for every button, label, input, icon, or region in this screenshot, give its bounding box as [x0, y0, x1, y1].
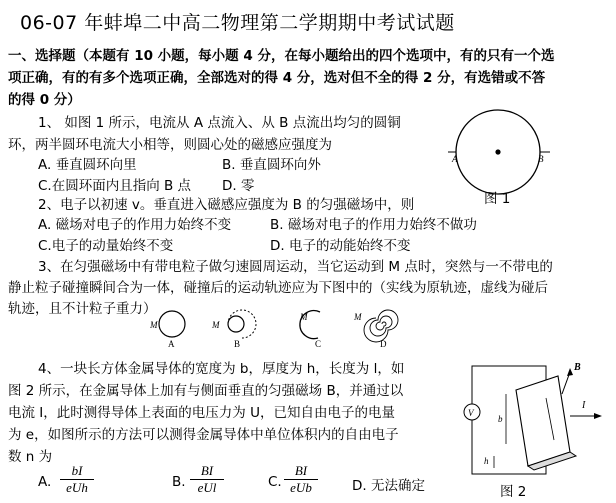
- trajectory-a: [150, 311, 185, 349]
- q1-line1: 1、 如图 1 所示，电流从 A 点流入、从 B 点流出均匀的圆铜: [38, 115, 401, 131]
- q4-option-c-numerator: BI: [284, 463, 318, 480]
- section-heading-line3: 的得 0 分）: [8, 92, 81, 108]
- trajectory-b-label: B: [234, 339, 241, 349]
- q4-line5: 数 n 为: [8, 449, 53, 465]
- q4-option-b-fraction: [190, 463, 224, 496]
- q4-option-d: D. 无法确定: [352, 478, 425, 494]
- label-b: B: [538, 154, 544, 164]
- q4-line3: 电流 I，此时测得导体上表面的电压力为 U，已知自由电子的电量: [8, 405, 395, 421]
- dimension-h-label: h: [484, 456, 489, 466]
- figure-1-caption: 图 1: [484, 191, 511, 207]
- trajectory-c-label: C: [315, 339, 322, 349]
- dimension-b-label: b: [498, 414, 503, 424]
- voltmeter-label: V: [468, 408, 474, 418]
- figure-2-caption: 图 2: [500, 484, 527, 500]
- q1-option-b: B. 垂直圆环向外: [222, 157, 321, 173]
- magnetic-field-arrowhead: [567, 368, 573, 376]
- q3-line1: 3、在匀强磁场中有带电粒子做匀速圆周运动，当它运动到 M 点时，突然与一不带电的: [38, 259, 553, 275]
- q4-line4: 为 e，如图所示的方法可以测得金属导体中单位体积内的自由电子: [8, 427, 399, 443]
- magnetic-field-label: B: [574, 362, 581, 373]
- trajectory-b-dashed: [228, 310, 256, 338]
- trajectory-d-point-label: M: [354, 312, 362, 322]
- q4-line2: 图 2 所示，在金属导体上加有与侧面垂直的匀强磁场 B，并通过以: [8, 383, 404, 399]
- trajectory-c-point-label: M: [300, 312, 308, 322]
- q4-option-b-denominator: eUl: [197, 480, 217, 495]
- page-title: 06-07 年蚌埠二中高二物理第二学期期中考试试题: [20, 12, 455, 34]
- q2-option-b: B. 磁场对电子的作用力始终不做功: [270, 217, 477, 233]
- q4-option-c-fraction: [284, 463, 318, 496]
- metal-slab-face: [516, 376, 570, 466]
- q3-line3: 轨迹，且不计粒子重力）: [8, 301, 157, 317]
- q4-option-a-fraction: [60, 463, 94, 496]
- q4-option-b-prefix: B.: [172, 474, 186, 490]
- q2-option-a: A. 磁场对电子的作用力始终不变: [38, 217, 232, 233]
- ring-center-point: [495, 149, 500, 154]
- trajectory-d-spiral: [364, 310, 398, 342]
- trajectory-d: [353, 310, 398, 349]
- figure-2-conductor-diagram: [458, 356, 606, 488]
- trajectory-b: [211, 310, 256, 349]
- section-heading-line2: 项正确，有的有多个选项正确，全部选对的得 4 分，选对但不全的得 2 分，有选错或不答: [8, 70, 546, 86]
- trajectory-c: [299, 311, 321, 349]
- q4-option-c-denominator: eUb: [290, 480, 312, 495]
- trajectory-b-solid: [228, 316, 244, 332]
- trajectory-a-label: A: [168, 339, 175, 349]
- trajectory-a-circle: [159, 311, 185, 337]
- q4-line1: 4、一块长方体金属导体的宽度为 b，厚度为 h，长度为 l，如: [38, 361, 405, 377]
- q4-option-a-denominator: eUh: [66, 480, 88, 495]
- label-a: A: [452, 154, 458, 164]
- trajectory-a-point-label: M: [150, 320, 158, 330]
- q1-option-c: C.在圆环面内且指向 B 点: [38, 178, 192, 194]
- q1-option-a: A. 垂直圆环向里: [38, 157, 137, 173]
- q2-option-d: D. 电子的动能始终不变: [270, 238, 411, 254]
- current-label: I: [582, 400, 586, 411]
- trajectory-b-point-label: M: [212, 320, 220, 330]
- q1-option-d: D. 零: [222, 178, 255, 194]
- current-arrowhead: [594, 413, 602, 419]
- section-heading-line1: 一、选择题（本题有 10 小题，每小题 4 分，在每小题给出的四个选项中，有的只有一个选: [8, 48, 555, 64]
- q3-line2: 静止粒子碰撞瞬间合为一体，碰撞后的运动轨迹应为下图中的（实线为原轨迹，虚线为碰后: [8, 280, 548, 296]
- q3-trajectory-figures: [150, 306, 400, 350]
- q2-line1: 2、电子以初速 v。垂直进入磁感应强度为 B 的匀强磁场中，则: [38, 197, 415, 213]
- q2-option-c: C.电子的动量始终不变: [38, 238, 174, 254]
- trajectory-d-label: D: [380, 339, 387, 349]
- q4-option-a-prefix: A.: [38, 474, 52, 490]
- q4-option-b-numerator: BI: [190, 463, 224, 480]
- q1-line2: 环，两半圆环电流大小相等，则圆心处的磁感应强度为: [8, 137, 332, 153]
- q4-option-c-prefix: C.: [268, 474, 282, 490]
- q4-option-a-numerator: bI: [60, 463, 94, 480]
